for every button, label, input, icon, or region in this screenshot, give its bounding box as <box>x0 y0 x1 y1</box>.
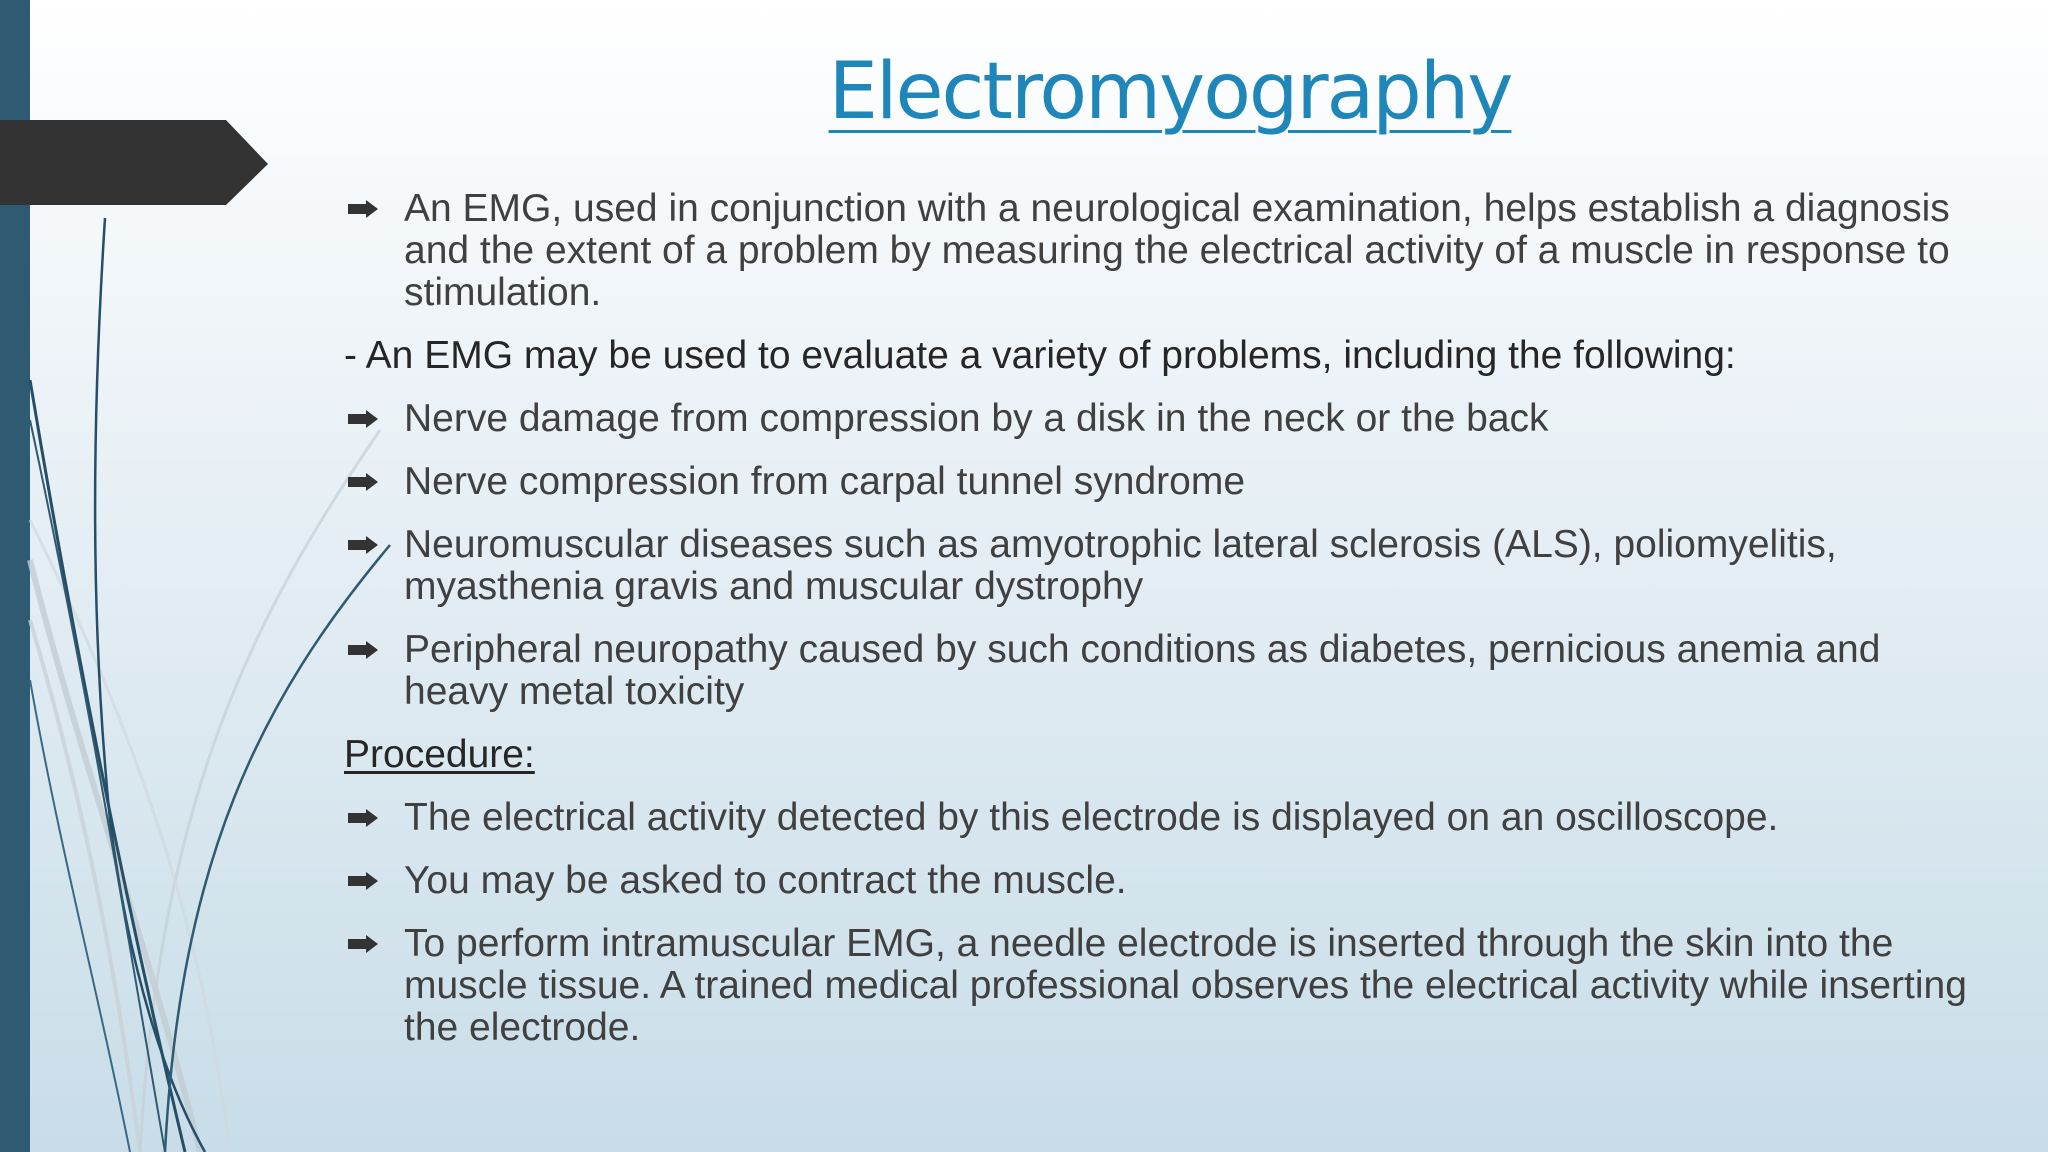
bullet-item <box>344 398 1984 440</box>
problem-text: Nerve damage from compression by a disk in the neck or the back <box>404 397 1549 440</box>
arrow-right-icon <box>348 935 378 953</box>
bullet-item <box>344 797 1984 839</box>
bullet-item <box>344 629 1984 713</box>
sub-heading: - An EMG may be used to evaluate a variety of problems, including the following: <box>344 334 1736 377</box>
arrow-right-icon <box>348 200 378 218</box>
arrow-right-icon <box>348 410 378 428</box>
arrow-right-icon <box>348 872 378 890</box>
slide-body <box>344 188 1984 1070</box>
bullet-item <box>344 461 1984 503</box>
procedure-heading: Procedure: <box>344 733 535 776</box>
procedure-step-text: To perform intramuscular EMG, a needle electrode is inserted through the skin into the muscle tissue. A trained medical professional observes the electrical activity while inserting the electrode. <box>404 922 1967 1049</box>
arrow-right-icon <box>348 809 378 827</box>
bullet-item <box>344 188 1984 314</box>
arrow-right-icon <box>348 641 378 659</box>
slide-title: Electromyography <box>828 47 1512 137</box>
bullet-item <box>344 524 1984 608</box>
procedure-step-text: You may be asked to contract the muscle. <box>404 859 1127 902</box>
bullet-item <box>344 923 1984 1049</box>
bullet-item <box>344 860 1984 902</box>
problem-text: Nerve compression from carpal tunnel syndrome <box>404 460 1246 503</box>
title-flag-shape <box>0 120 268 205</box>
problem-text: Peripheral neuropathy caused by such conditions as diabetes, pernicious anemia and heavy metal toxicity <box>404 628 1881 713</box>
arrow-right-icon <box>348 473 378 491</box>
arrow-right-icon <box>348 536 378 554</box>
procedure-step-text: The electrical activity detected by this electrode is displayed on an oscilloscope. <box>404 796 1779 839</box>
intro-text: An EMG, used in conjunction with a neurological examination, helps establish a diagnosis and the extent of a problem by measuring the electrical activity of a muscle in response to stimulation. <box>404 187 1950 314</box>
problem-text: Neuromuscular diseases such as amyotrophic lateral sclerosis (ALS), poliomyelitis, myasthenia gravis and muscular dystrophy <box>404 523 1837 608</box>
